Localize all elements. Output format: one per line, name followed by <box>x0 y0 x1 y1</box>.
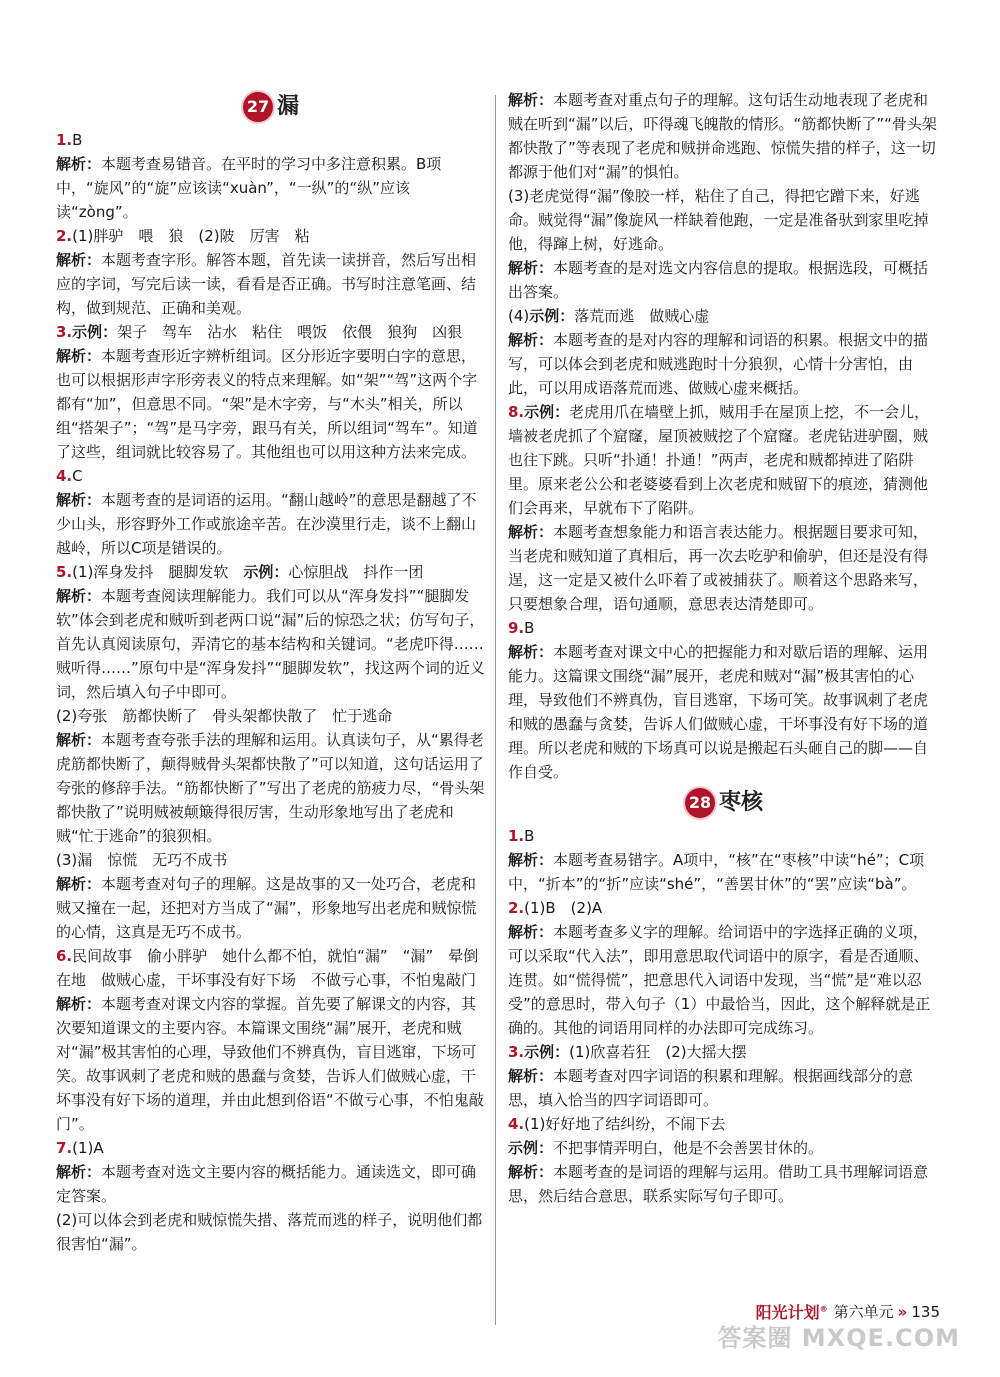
answer-5-2: (2)夸张 筋都快断了 骨头架都快散了 忙于逃命 <box>56 707 393 725</box>
analysis-7-2: 解析：本题考查对重点句子的理解。这句话生动地表现了老虎和贼在听到“漏”以后，吓得魂飞魄散的情形。“筋都快断了”“骨头架都快散了”等表现了老虎和贼拼命逃跑、惊慌失措的样子，这一切都源于他们对“漏”的惧怕。 <box>508 91 937 181</box>
answer-5-3: (3)漏 惊慌 无巧不成书 <box>56 851 228 869</box>
analysis-8: 解析：本题考查想象能力和语言表达能力。根据题目要求可知，当老虎和贼知道了真相后，再一次去吃驴和偷驴，但还是没有得逞，这一定是又被什么吓着了或被捕获了。顺着这个思路来写，只要想象合理，语句通顺，意思表达清楚即可。 <box>508 523 929 613</box>
analysis-28-3: 解析：本题考查对四字词语的积累和理解。根据画线部分的意思，填入恰当的四字词语即可。 <box>508 1067 914 1109</box>
analysis-7-4: 解析：本题考查的是对内容的理解和词语的积累。根据文中的描写，可以体会到老虎和贼逃跑时十分狼狈，心情十分害怕，由此，可以用成语落荒而逃、做贼心虚来概括。 <box>508 331 929 397</box>
question-3: 3.示例：架子 驾车 沾水 粘住 喂饭 依偎 狼狗 凶狠 <box>56 323 463 341</box>
answer-28-4-2: 示例：不把事情弄明白，他是不会善罢甘休的。 <box>508 1139 824 1157</box>
unit-label: 第六单元 <box>833 1303 894 1321</box>
question-7: 7.(1)A <box>56 1139 104 1157</box>
analysis-5-2: 解析：本题考查夸张手法的理解和运用。认真读句子，从“累得老虎筋都快断了，颠得贼骨头架都快散了”可以知道，这句话运用了夸张的修辞手法。“筋都快断了”写出了老虎的筋疲力尽，“骨头架都快散了”说明贼被颠簸得很厉害，生动形象地写出了老虎和贼“忙于逃命”的狼狈相。 <box>56 731 485 845</box>
analysis-28-1: 解析：本题考查易错字。A项中，“核”在“枣核”中读“hé”；C项中，“折本”的“折”应读“shé”，“善罢甘休”的“罢”应读“bà”。 <box>508 851 925 893</box>
question-8: 8.示例：老虎用爪在墙壁上抓，贼用手在屋顶上挖，不一会儿，墙被老虎抓了个窟窿，屋顶被贼挖了个窟窿。老虎钻进驴圈，贼也往下跳。只听“扑通！扑通！”两声，老虎和贼都掉进了陷阱里。原来老公公和老婆婆看到上次老虎和贼留下的痕迹，猜测他们会再来，早就布下了陷阱。 <box>508 403 930 517</box>
analysis-28-2: 解析：本题考查多义字的理解。给词语中的字选择正确的义项，可以采取“代入法”，即用意思取代词语中的原字，看是否通顺、连贯。如“慌得慌”，把意思代入词语中发现，当“慌”是“难以忍受”的意思时，带入句子（1）中最恰当，因此，这个解释就是正确的。其他的词语用同样的办法即可完成练习。 <box>508 923 931 1037</box>
analysis-2: 解析：本题考查字形。解答本题，首先读一读拼音，然后写出相应的字词，写完后读一读，看看是否正确。书写时注意笔画、结构，做到规范、正确和美观。 <box>56 251 477 317</box>
analysis-4: 解析：本题考查的是词语的运用。“翻山越岭”的意思是翻越了不少山头，形容野外工作或旅途辛苦。在沙漠里行走，谈不上翻山越岭，所以C项是错误的。 <box>56 491 477 557</box>
question-6: 6.民间故事 偷小胖驴 她什么都不怕，就怕“漏” “漏” 晕倒在地 做贼心虚，干坏事没有好下场 不做亏心事，不怕鬼敲门 <box>56 947 479 989</box>
left-column <box>56 88 486 1256</box>
analysis-7-3: 解析：本题考查的是对选文内容信息的提取。根据选段，可概括出答案。 <box>508 259 929 301</box>
section-header-27 <box>56 90 486 124</box>
analysis-6: 解析：本题考查对课文内容的掌握。首先要了解课文的内容，其次要知道课文的主要内容。本篇课文围绕“漏”展开，老虎和贼对“漏”极其害怕的心理，导致他们不辨真伪，盲目逃窜，下场可笑。故事讽刺了老虎和贼的愚蠢与贪婪，告诉人们做贼心虚，干坏事没有好下场的道理，并由此想到俗语“不做亏心事，不怕鬼敲门”。 <box>56 995 484 1133</box>
watermark: 答案圈 MXQE.COM <box>717 1324 960 1352</box>
analysis-1: 解析：本题考查易错音。在平时的学习中多注意积累。B项中，“旋风”的“旋”应该读“xuàn”，“一纵”的“纵”应该读“zòng”。 <box>56 155 442 221</box>
lesson-title: 漏 <box>276 94 299 119</box>
column-divider <box>495 95 496 1325</box>
lesson-number-badge: 27 <box>243 92 273 122</box>
analysis-7-1: 解析：本题考查对选文主要内容的概括能力。通读选文，即可确定答案。 <box>56 1163 477 1205</box>
answer-7-3: (3)老虎觉得“漏”像胶一样，粘住了自己，得把它蹭下来，好逃命。贼觉得“漏”像旋风一样缺着他跑，一定是准备驮到家里吃掉他，得蹿上树，好逃命。 <box>508 187 929 253</box>
brand-name: 阳光计划® <box>755 1303 828 1322</box>
analysis-3: 解析：本题考查形近字辨析组词。区分形近字要明白字的意思，也可以根据形声字形旁表义的特点来理解。如“架”“驾”这两个字都有“加”，但意思不同。“架”是木字旁，与“木头”相关，所以组“搭架子”；“驾”是马字旁，跟马有关，所以组词“驾车”。知道了这些，组词就比较容易了。其他组也可以用这种方法来完成。 <box>56 347 478 461</box>
analysis-28-4: 解析：本题考查的是词语的理解与运用。借助工具书理解词语意思，然后结合意思，联系实际写句子即可。 <box>508 1163 929 1205</box>
lesson-number-badge: 28 <box>685 788 715 818</box>
question-28-2: 2.(1)B (2)A <box>508 899 603 917</box>
analysis-5-3: 解析：本题考查对句子的理解。这是故事的又一处巧合，老虎和贼又撞在一起，还把对方当成了“漏”，形象地写出老虎和贼惊慌的心情，这真是无巧不成书。 <box>56 875 477 941</box>
question-4: 4.C <box>56 467 83 485</box>
question-1: 1.B <box>56 131 83 149</box>
question-5: 5.(1)浑身发抖 腿脚发软 示例：心惊胆战 抖作一团 <box>56 563 424 581</box>
answer-7-2: (2)可以体会到老虎和贼惊慌失措、落荒而逃的样子，说明他们都很害怕“漏”。 <box>56 1211 483 1253</box>
lesson-title: 枣核 <box>718 790 763 815</box>
analysis-5-1: 解析：本题考查阅读理解能力。我们可以从“浑身发抖”“腿脚发软”体会到老虎和贼听到老两口说“漏”后的惊恐之状；仿写句子，首先认真阅读原句，弄清它的基本结构和关键词。“老虎吓得……贼听得……”原句中是“浑身发抖”“腿脚发软”，找这两个词的近义词，然后填入句子中即可。 <box>56 587 485 701</box>
question-28-1: 1.B <box>508 827 535 845</box>
question-28-4: 4.(1)好好地了结纠纷，不闹下去 <box>508 1115 726 1133</box>
right-column <box>508 88 940 1208</box>
double-arrow-icon: » <box>897 1302 908 1321</box>
analysis-9: 解析：本题考查对课文中心的把握能力和对歇后语的理解、运用能力。这篇课文围绕“漏”展开，老虎和贼对“漏”极其害怕的心理，导致他们不辨真伪，盲目逃窜，下场可笑。故事讽刺了老虎和贼的愚蠢与贪婪，告诉人们做贼心虚，干坏事没有好下场的道理。所以老虎和贼的下场真可以说是搬起石头砸自己的脚——自作自受。 <box>508 643 929 781</box>
question-9: 9.B <box>508 619 535 637</box>
answer-7-4: (4)示例：落荒而逃 做贼心虚 <box>508 307 710 325</box>
question-28-3: 3.示例：(1)欣喜若狂 (2)大摇大摆 <box>508 1043 747 1061</box>
section-header-28 <box>508 786 940 820</box>
page-number: 135 <box>911 1302 940 1321</box>
question-2: 2.(1)胖驴 喂 狼 (2)陂 厉害 粘 <box>56 227 310 245</box>
